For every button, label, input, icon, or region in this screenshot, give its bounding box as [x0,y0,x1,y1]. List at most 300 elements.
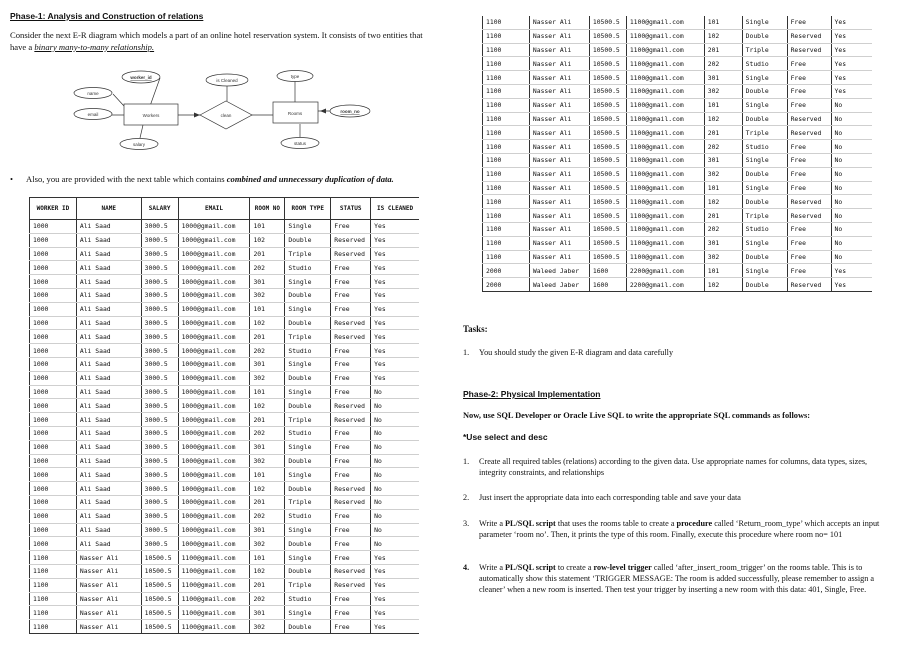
cell-is-cleaned: No [371,413,419,427]
cell-email: 1100@gmail.com [626,236,704,250]
cell-name: Nasser Ali [529,112,589,126]
cell-name: Nasser Ali [529,29,589,43]
label-worker-id: worker_id [130,75,152,80]
cell-is-cleaned: No [371,495,419,509]
cell-salary: 3000.5 [141,233,178,247]
table-row [30,302,420,316]
cell-name: Ali Saad [76,316,141,330]
cell-status: Reserved [331,247,371,261]
cell-email: 1100@gmail.com [626,29,704,43]
cell-name: Ali Saad [76,468,141,482]
cell-salary: 10500.5 [589,209,626,223]
cell-is-cleaned: Yes [371,606,419,620]
cell-room-no: 101 [704,16,742,29]
table-row [483,29,873,43]
col-status: STATUS [331,198,371,220]
cell-name: Waleed Jaber [529,278,589,292]
cell-email: 1100@gmail.com [626,250,704,264]
table-row [483,84,873,98]
cell-status: Free [787,140,831,154]
table-row [30,233,420,247]
cell-salary: 3000.5 [141,385,178,399]
cell-salary: 3000.5 [141,316,178,330]
cell-is-cleaned: No [831,140,872,154]
cell-name: Nasser Ali [529,43,589,57]
cell-room-no: 102 [250,316,285,330]
cell-status: Reserved [331,578,371,592]
cell-room-no: 102 [704,112,742,126]
table-row [30,399,420,413]
cell-salary: 10500.5 [589,57,626,71]
cell-salary: 1600 [589,278,626,292]
cell-status: Free [331,454,371,468]
cell-email: 1100@gmail.com [626,84,704,98]
cell-name: Nasser Ali [529,209,589,223]
cell-name: Nasser Ali [529,222,589,236]
cell-room-type: Triple [742,43,787,57]
table-row [30,564,420,578]
cell-is-cleaned: No [831,98,872,112]
cell-is-cleaned: No [371,426,419,440]
cell-email: 1000@gmail.com [178,523,250,537]
cell-email: 1000@gmail.com [178,247,250,261]
cell-is-cleaned: Yes [371,371,419,385]
data-table-right [482,16,872,292]
cell-email: 1000@gmail.com [178,288,250,302]
cell-is-cleaned: No [831,236,872,250]
table-row [30,592,420,606]
cell-room-type: Double [742,250,787,264]
table-row [30,357,420,371]
cell-email: 1000@gmail.com [178,426,250,440]
cell-worker-id: 1000 [30,371,77,385]
cell-room-no: 101 [704,181,742,195]
cell-status: Free [787,236,831,250]
label-salary: salary [132,142,146,147]
cell-room-type: Single [285,357,331,371]
cell-room-no: 201 [704,209,742,223]
cell-worker-id: 1100 [30,578,77,592]
cell-salary: 3000.5 [141,523,178,537]
cell-is-cleaned: Yes [831,84,872,98]
cell-salary: 10500.5 [141,620,178,634]
cell-room-no: 201 [250,578,285,592]
cell-room-type: Single [285,551,331,565]
cell-email: 1100@gmail.com [626,167,704,181]
phase1-intro [10,30,440,53]
cell-is-cleaned: Yes [371,247,419,261]
table-row [483,236,873,250]
cell-status: Reserved [787,278,831,292]
cell-email: 2200@gmail.com [626,278,704,292]
label-status: status [293,141,307,146]
cell-is-cleaned: Yes [371,220,419,234]
cell-status: Free [331,606,371,620]
cell-name: Waleed Jaber [529,264,589,278]
cell-is-cleaned: No [371,523,419,537]
col-room-type: ROOM TYPE [285,198,331,220]
table-row [483,153,873,167]
cell-name: Ali Saad [76,482,141,496]
cell-name: Ali Saad [76,220,141,234]
cell-is-cleaned: No [831,222,872,236]
cell-room-type: Single [285,385,331,399]
cell-salary: 10500.5 [589,236,626,250]
table-row [483,57,873,71]
cell-salary: 3000.5 [141,261,178,275]
cell-room-no: 301 [250,606,285,620]
cell-email: 1000@gmail.com [178,302,250,316]
relationship-type: binary many-to-many relationship. [34,41,155,52]
cell-worker-id: 1100 [483,140,530,154]
table-row [30,482,420,496]
cell-worker-id: 1100 [483,153,530,167]
cell-worker-id: 1000 [30,399,77,413]
cell-name: Ali Saad [76,344,141,358]
cell-status: Free [331,551,371,565]
table-row [30,261,420,275]
cell-email: 1100@gmail.com [626,140,704,154]
cell-worker-id: 1000 [30,220,77,234]
table-row [483,43,873,57]
cell-email: 1100@gmail.com [626,57,704,71]
cell-status: Free [787,16,831,29]
cell-name: Nasser Ali [76,592,141,606]
cell-email: 1000@gmail.com [178,330,250,344]
cell-room-type: Single [742,71,787,85]
cell-room-no: 302 [704,167,742,181]
cell-status: Free [331,468,371,482]
tasks-title: Tasks: [463,324,488,334]
cell-status: Reserved [787,29,831,43]
cell-salary: 3000.5 [141,371,178,385]
cell-email: 1100@gmail.com [178,578,250,592]
cell-room-type: Double [285,399,331,413]
cell-status: Free [787,98,831,112]
cell-room-no: 101 [250,468,285,482]
cell-name: Ali Saad [76,454,141,468]
cell-name: Ali Saad [76,523,141,537]
cell-email: 1100@gmail.com [626,181,704,195]
cell-worker-id: 1000 [30,247,77,261]
cell-room-type: Triple [285,247,331,261]
cell-room-no: 201 [250,495,285,509]
cell-room-no: 102 [250,399,285,413]
cell-room-no: 202 [250,261,285,275]
cell-email: 1100@gmail.com [626,98,704,112]
cell-status: Reserved [331,316,371,330]
cell-room-no: 301 [250,357,285,371]
cell-name: Nasser Ali [529,98,589,112]
cell-room-type: Single [285,220,331,234]
cell-salary: 10500.5 [141,606,178,620]
cell-room-type: Triple [285,495,331,509]
bullet-emphasis: combined and unnecessary duplication of data. [226,174,394,184]
cell-email: 1100@gmail.com [626,112,704,126]
cell-status: Free [787,84,831,98]
cell-status: Reserved [331,495,371,509]
cell-room-type: Double [742,112,787,126]
cell-room-type: Double [742,195,787,209]
cell-email: 2200@gmail.com [626,264,704,278]
cell-salary: 3000.5 [141,220,178,234]
table-row [30,288,420,302]
cell-salary: 3000.5 [141,413,178,427]
cell-worker-id: 1100 [30,592,77,606]
cell-room-no: 301 [704,153,742,167]
cell-room-no: 202 [250,344,285,358]
cell-room-no: 101 [704,264,742,278]
table-row [483,16,873,29]
cell-room-type: Studio [742,140,787,154]
cell-room-no: 302 [250,537,285,551]
col-room-no: ROOM NO [250,198,285,220]
table-row [483,112,873,126]
cell-room-type: Double [285,537,331,551]
cell-worker-id: 1000 [30,275,77,289]
cell-worker-id: 1000 [30,482,77,496]
cell-is-cleaned: Yes [371,316,419,330]
cell-room-type: Triple [285,330,331,344]
cell-room-no: 201 [250,413,285,427]
cell-status: Reserved [787,126,831,140]
cell-room-no: 201 [250,330,285,344]
cell-salary: 10500.5 [589,98,626,112]
cell-room-no: 302 [250,288,285,302]
cell-worker-id: 1000 [30,385,77,399]
cell-room-type: Single [285,302,331,316]
cell-status: Free [787,71,831,85]
cell-is-cleaned: Yes [831,278,872,292]
cell-salary: 3000.5 [141,468,178,482]
cell-salary: 1600 [589,264,626,278]
cell-salary: 3000.5 [141,247,178,261]
cell-room-type: Studio [285,344,331,358]
table-row [483,222,873,236]
table-row [30,330,420,344]
cell-salary: 3000.5 [141,330,178,344]
cell-is-cleaned: No [371,385,419,399]
cell-name: Ali Saad [76,509,141,523]
table-row [483,250,873,264]
cell-salary: 10500.5 [589,84,626,98]
cell-room-no: 101 [250,551,285,565]
cell-worker-id: 1000 [30,330,77,344]
bullet-provided-table [10,174,394,184]
cell-worker-id: 1100 [483,71,530,85]
col-worker-id: WORKER ID [30,198,77,220]
cell-worker-id: 1100 [483,29,530,43]
cell-room-no: 302 [250,620,285,634]
cell-room-type: Studio [285,426,331,440]
col-salary: SALARY [141,198,178,220]
cell-salary: 10500.5 [589,16,626,29]
cell-room-no: 102 [704,278,742,292]
table-row [483,71,873,85]
cell-is-cleaned: No [831,112,872,126]
cell-email: 1000@gmail.com [178,399,250,413]
table-row [30,385,420,399]
cell-is-cleaned: Yes [831,29,872,43]
cell-email: 1100@gmail.com [626,153,704,167]
cell-name: Nasser Ali [529,57,589,71]
cell-email: 1000@gmail.com [178,537,250,551]
cell-email: 1000@gmail.com [178,468,250,482]
cell-salary: 10500.5 [589,29,626,43]
label-email: email [87,112,99,117]
cell-room-type: Double [742,167,787,181]
cell-status: Free [331,426,371,440]
cell-salary: 3000.5 [141,454,178,468]
cell-room-type: Single [285,468,331,482]
cell-email: 1100@gmail.com [626,43,704,57]
cell-salary: 3000.5 [141,302,178,316]
cell-room-no: 102 [250,564,285,578]
table-row [30,344,420,358]
cell-status: Reserved [787,195,831,209]
cell-is-cleaned: No [371,482,419,496]
cell-worker-id: 1000 [30,495,77,509]
cell-salary: 10500.5 [141,578,178,592]
cell-name: Ali Saad [76,330,141,344]
cell-room-no: 301 [704,236,742,250]
cell-status: Free [331,440,371,454]
cell-room-type: Studio [742,57,787,71]
cell-name: Ali Saad [76,233,141,247]
cell-room-type: Single [742,181,787,195]
cell-name: Nasser Ali [76,564,141,578]
cell-is-cleaned: No [831,250,872,264]
phase2-task-3-text: Write a PL/SQL script that uses the rooms table to create a procedure called ‘Return_room_type’ which accepts an input parameter ‘room no’. Then, it prints the type of this room. Finally, execute this procedure where room no= 101 [479,519,880,539]
phase1-intro-text: Consider the next E-R diagram which models a part of an online hotel reservation system. It consists of two entities that have a [10,30,423,52]
cell-is-cleaned: No [371,454,419,468]
cell-name: Ali Saad [76,440,141,454]
table-row [30,454,420,468]
cell-name: Nasser Ali [76,578,141,592]
cell-worker-id: 1000 [30,468,77,482]
cell-email: 1000@gmail.com [178,454,250,468]
cell-salary: 10500.5 [589,43,626,57]
cell-status: Free [331,620,371,634]
cell-room-no: 301 [704,71,742,85]
cell-is-cleaned: No [831,195,872,209]
cell-name: Nasser Ali [529,250,589,264]
table-header-row [30,198,420,220]
cell-is-cleaned: Yes [371,302,419,316]
cell-name: Nasser Ali [529,181,589,195]
cell-salary: 3000.5 [141,440,178,454]
cell-is-cleaned: Yes [371,620,419,634]
cell-room-no: 302 [250,454,285,468]
cell-room-type: Triple [742,126,787,140]
cell-worker-id: 1100 [30,564,77,578]
cell-room-no: 301 [250,440,285,454]
cell-worker-id: 2000 [483,278,530,292]
cell-is-cleaned: Yes [371,275,419,289]
cell-name: Nasser Ali [529,236,589,250]
cell-worker-id: 1000 [30,523,77,537]
cell-worker-id: 1100 [483,209,530,223]
label-type: type [290,74,300,79]
cell-worker-id: 1100 [483,112,530,126]
cell-worker-id: 1000 [30,261,77,275]
cell-room-no: 101 [250,385,285,399]
cell-status: Reserved [331,564,371,578]
phase2-note: *Use select and desc [463,432,548,442]
cell-room-no: 202 [250,592,285,606]
cell-name: Ali Saad [76,426,141,440]
cell-salary: 3000.5 [141,357,178,371]
cell-name: Nasser Ali [529,140,589,154]
phase2-title: Phase-2: Physical Implementation [463,389,601,399]
table-row [483,209,873,223]
cell-worker-id: 1100 [483,84,530,98]
cell-is-cleaned: Yes [371,344,419,358]
cell-salary: 10500.5 [589,250,626,264]
phase2-task-2: 2. Just insert the appropriate data into each corresponding table and save your data [463,493,741,502]
cell-email: 1000@gmail.com [178,495,250,509]
cell-email: 1100@gmail.com [626,71,704,85]
cell-salary: 10500.5 [589,153,626,167]
cell-room-type: Double [285,371,331,385]
label-name: name [87,91,99,96]
cell-is-cleaned: No [831,167,872,181]
cell-room-type: Single [285,275,331,289]
cell-room-no: 302 [704,84,742,98]
table-row [483,181,873,195]
cell-is-cleaned: Yes [831,264,872,278]
cell-room-no: 102 [250,482,285,496]
cell-worker-id: 1100 [483,57,530,71]
phase2-task-2-text: Just insert the appropriate data into each corresponding table and save your data [479,493,741,502]
phase2-task-4: 4. Write a PL/SQL script to create a row-level trigger called ‘after_insert_room_trigger’ on the rooms table. This is to automatically show this statement ‘TRIGGER MESSAGE: The room is added successfully, please remember to assign a cleaner’ when a new room is inserted. Then test your trigger by inserting a new room with this data: 401, Single, Free. [463,562,893,595]
col-email: EMAIL [178,198,250,220]
cell-salary: 10500.5 [141,564,178,578]
cell-is-cleaned: No [831,126,872,140]
cell-room-no: 202 [704,140,742,154]
table-row [30,606,420,620]
cell-email: 1100@gmail.com [178,606,250,620]
cell-room-no: 302 [704,250,742,264]
cell-salary: 10500.5 [589,112,626,126]
cell-is-cleaned: No [831,153,872,167]
cell-email: 1000@gmail.com [178,316,250,330]
cell-is-cleaned: Yes [831,71,872,85]
cell-is-cleaned: Yes [371,564,419,578]
cell-room-type: Single [742,264,787,278]
table-row [483,140,873,154]
cell-worker-id: 1100 [30,620,77,634]
cell-worker-id: 1000 [30,316,77,330]
data-table-left [29,197,419,634]
cell-room-no: 301 [250,275,285,289]
cell-status: Reserved [331,413,371,427]
cell-salary: 3000.5 [141,495,178,509]
table-row [30,275,420,289]
cell-room-no: 101 [250,302,285,316]
cell-salary: 10500.5 [589,126,626,140]
cell-worker-id: 1100 [483,181,530,195]
phase2-task-3: 3. Write a PL/SQL script that uses the rooms table to create a procedure called ‘Return_room_type’ which accepts an input parameter ‘room no’. Then, it prints the type of this room. Finally, execute this procedure where room no= 101 [463,518,893,540]
cell-status: Reserved [787,112,831,126]
cell-worker-id: 1000 [30,344,77,358]
cell-status: Free [787,57,831,71]
cell-worker-id: 1000 [30,302,77,316]
table-row [30,413,420,427]
table-row [30,468,420,482]
cell-status: Free [331,371,371,385]
table-row [483,167,873,181]
